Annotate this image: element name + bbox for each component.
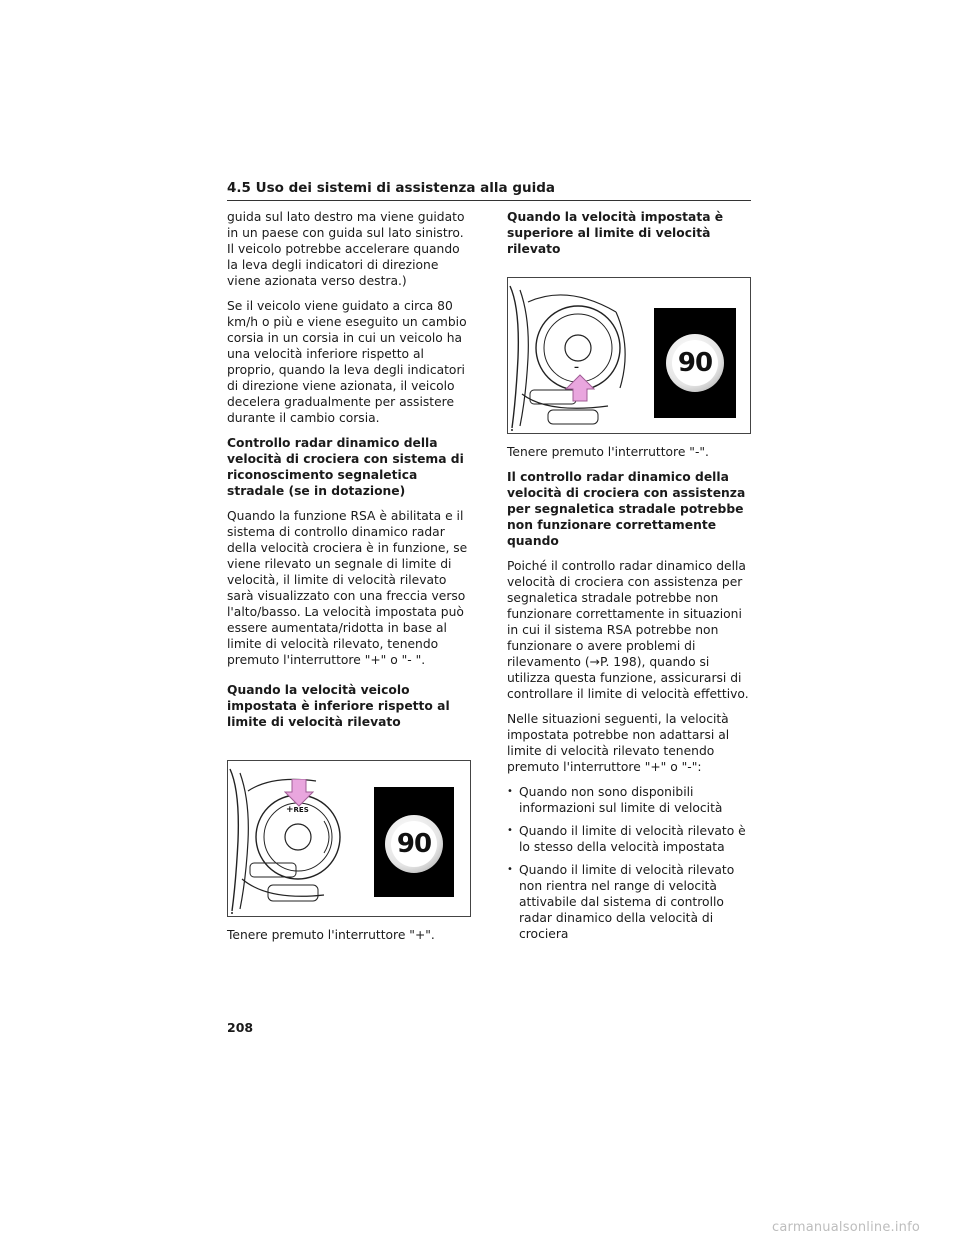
paragraph: Quando la funzione RSA è abilitata e il sistema di controllo dinamico radar della velocità crociera è in funzione, se viene rilevato un segnale di limite di velocità, il limite di velocità rilevato sarà visualizzato con una freccia verso l'alto/basso. La velocità impostata può essere aumentata/ridotta in base al limite di velocità rilevato, tenendo premuto l'interruttore "+" o "- ". [227,509,468,667]
section-header: 4.5 Uso dei sistemi di assistenza alla guida [227,180,751,201]
watermark: carmanualsonline.info [772,1220,921,1235]
steering-switch-plus-figure [227,760,471,917]
subheading: Controllo radar dinamico della velocità di crociera con sistema di riconoscimento segnaletica stradale (se in dotazione) [227,436,464,498]
plus-symbol: + [286,805,294,815]
list-item: • Quando non sono disponibili informazioni sul limite di velocità [507,784,752,816]
subheading: Quando la velocità impostata è superiore al limite di velocità rilevato [507,210,724,256]
paragraph: Nelle situazioni seguenti, la velocità impostata potrebbe non adattarsi al limite di velocità rilevato tenendo premuto l'interruttore "+" o "-": [507,712,730,774]
page-number: 208 [227,1020,254,1035]
pink-arrow-up-icon [565,374,595,402]
pink-arrow-down-icon [284,779,314,807]
steering-switch-minus-figure [507,277,751,434]
right-column [507,209,752,949]
list-item: • Quando il limite di velocità rilevato è lo stesso della velocità impostata [507,823,752,855]
bullet-list [507,784,752,942]
subheading: Quando la velocità veicolo impostata è inferiore rispetto al limite di velocità rilevato [227,683,450,729]
figure-caption: Tenere premuto l'interruttore "-". [507,445,709,459]
speed-limit-sign [666,334,724,392]
speed-limit-sign [385,815,443,873]
figure-caption: Tenere premuto l'interruttore "+". [227,928,435,942]
speed-limit-value: 90 [396,828,432,859]
sign-display-panel [654,308,736,418]
minus-symbol: – [574,362,579,373]
list-item: • Quando il limite di velocità rilevato non rientra nel range di velocità attivabile dal sistema di controllo radar dinamico della velocità di crociera [507,862,752,942]
res-button-label: RES [293,806,309,814]
paragraph: guida sul lato destro ma viene guidato in un paese con guida sul lato sinistro. Il veicolo potrebbe accelerare quando la leva degli indicatori di direzione viene azionata verso destra.) [227,210,465,288]
speed-limit-value: 90 [677,347,713,378]
subheading: Il controllo radar dinamico della velocità di crociera con assistenza per segnaletica stradale potrebbe non funzionare correttamente quando [507,470,746,548]
left-column [227,209,472,952]
paragraph: Se il veicolo viene guidato a circa 80 km/h o più e viene eseguito un cambio corsia in un corsia in cui un veicolo ha una velocità inferiore rispetto al proprio, quando la leva degli indicatori di direzione viene azionata, il veicolo decelera gradualmente per assistere durante il cambio corsia. [227,299,467,425]
paragraph: Poiché il controllo radar dinamico della velocità di crociera con assistenza per segnaletica stradale potrebbe non funzionare correttamente in situazioni in cui il sistema RSA potrebbe non funzionare o avere problemi di rilevamento (→P. 198), quando si utilizza questa funzione, assicurarsi di controllare il limite di velocità effettivo. [507,559,749,701]
sign-display-panel [374,787,454,897]
